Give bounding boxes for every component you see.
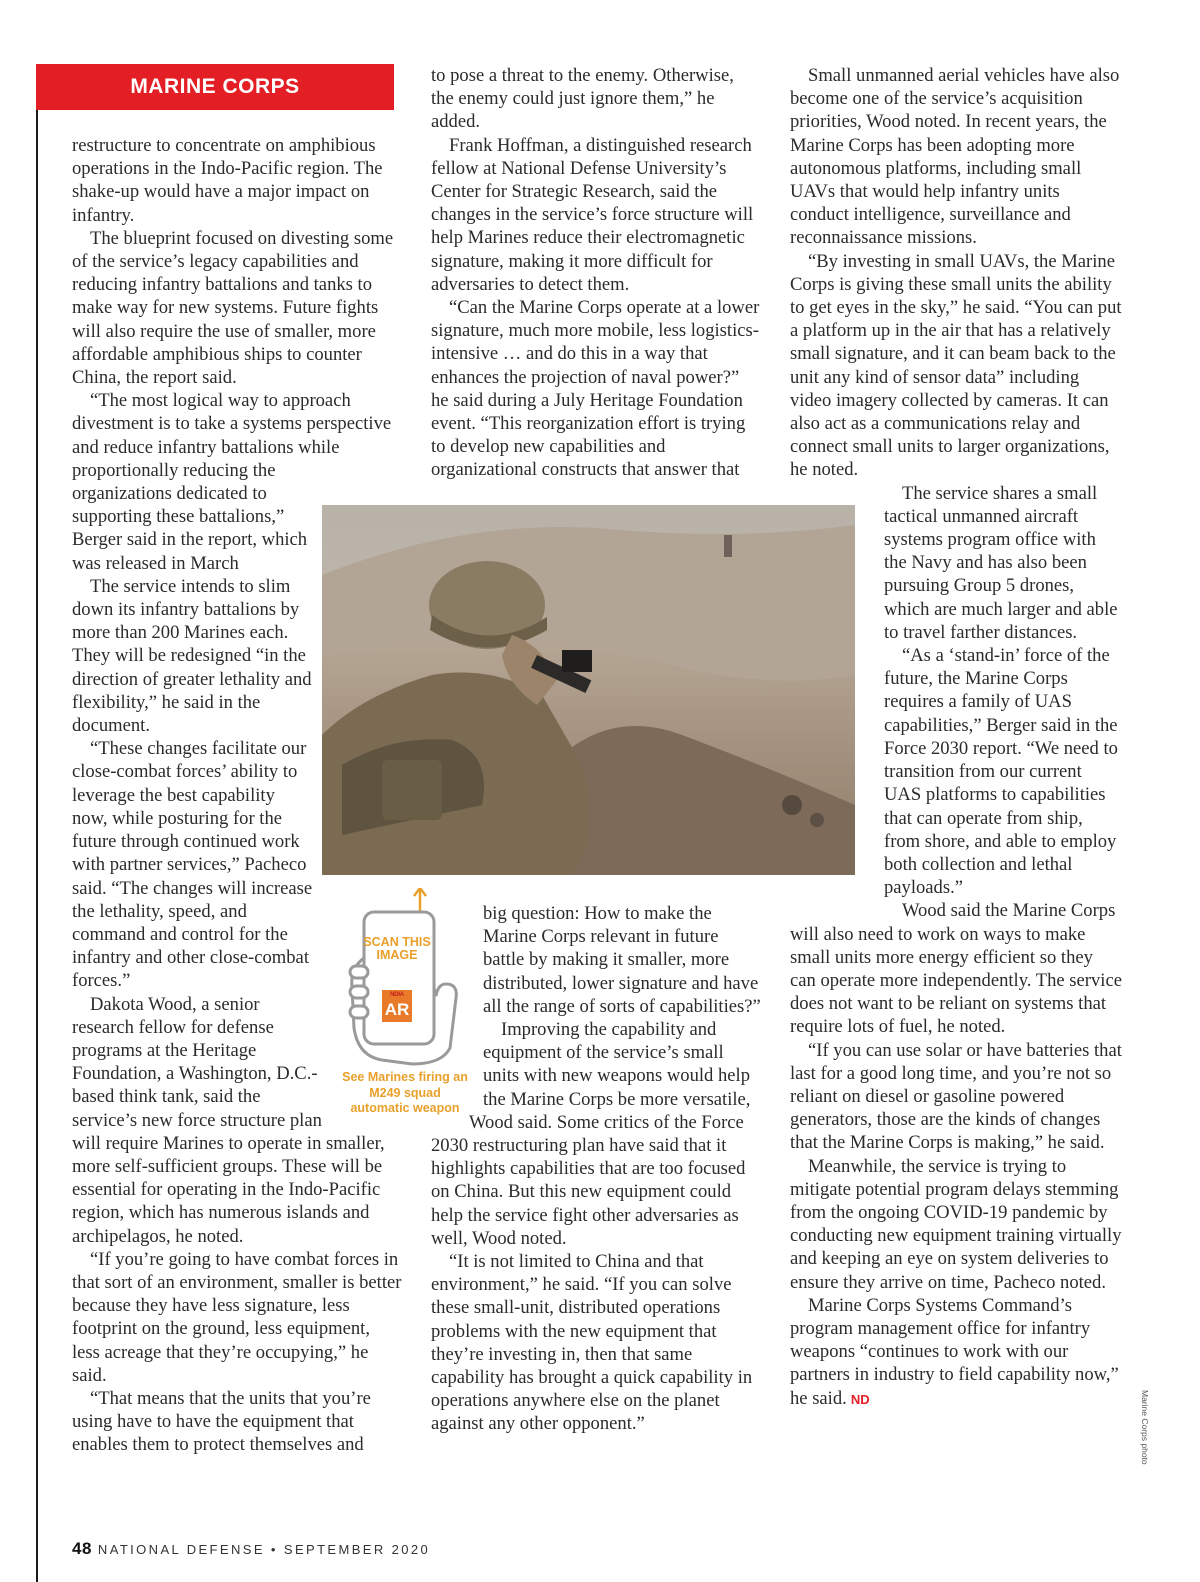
paragraph: Dakota Wood, a senior research fellow for defense programs at the Heritage Foundation, a Washington, D.C.-based think tank, said the service’s new force structure plan will require Marines to operate in smaller, more self-sufficient groups. These will be essential for operating in the Indo-Pacific region, which has numerous islands and archipelagos, he noted. [72,993,385,1247]
ar-logo: AR [384,1000,410,1019]
photo-credit [1140,1390,1162,1470]
page-number: 48 [72,1539,92,1558]
paragraph: “It is not limited to China and that environment,” he said. “If you can solve these small-unit, distributed operations problems with the new equipment that they’re investing in, then that same capability has brought a quick capability in operations anywhere else on the planet against any other opponent.” [431,1251,753,1435]
paragraph: Meanwhile, the service is trying to mitigate potential program delays stemming from the ongoing COVID-19 pandemic by conducting new equipment training virtually and keeping an eye on system deliveries to ensure they arrive on time, Pacheco noted. [790,1155,1122,1293]
paragraph: The service intends to slim down its infantry battalions by more than 200 Marines each. They will be redesigned “in the direction of greater lethality and flexibility,” he said in the document. [72,575,312,737]
phone-scan-icon [342,888,468,1068]
paragraph: “If you’re going to have combat forces in that sort of an environment, smaller is better because they have less signature, less footprint on the ground, less equipment, less acreage that they’re occupying,” he said. [72,1248,402,1386]
ar-caption: See Marines firing an M249 squad automatic weapon [342,1070,468,1115]
paragraph: “Can the Marine Corps operate at a lower signature, much more mobile, less logistics-intensive … and do this in a way that enhances the projection of naval power?” he said during a July Heritage Foundation event. “This reorganization effort is trying to develop new capabilities and organizational constructs that answer that big question: How to make the Marine Corps relevant in future battle by making it smaller, more distributed, lower signature and have all the range of sorts of capabilities?” [431,297,761,1017]
photo-credit-text: Marine Corps photo [1140,1390,1150,1465]
paragraph: “The most logical way to approach divestment is to take a systems perspective and reduce infantry battalions while proportionally reducing the organizations dedicated to supporting these battalions,” Berger said in the report, which was released in March [72,390,392,574]
marine-photo-art [322,505,855,875]
publication-line: NATIONAL DEFENSE • SEPTEMBER 2020 [97,1542,431,1557]
paragraph: Small unmanned aerial vehicles have also become one of the service’s acquisition priorities, Wood noted. In recent years, the Marine Corps has been adopting more autonomous platforms, including small UAVs that would help infantry units conduct intelligence, surveillance and reconnaissance missions. [790,65,1120,249]
paragraph: Frank Hoffman, a distinguished research fellow at National Defense University’s Center for Strategic Research, said the changes in the service’s force structure will help Marines reduce their electromagnetic signature, making it more difficult for adversaries to detect them. [431,134,754,295]
margin-rule [36,64,38,1582]
scan-label: SCAN THIS IMAGE [363,935,431,962]
ndia-logo-text: NDIA [390,992,404,998]
paragraph: restructure to concentrate on amphibious operations in the Indo-Pacific region. The shake-up would have a major impact on infantry. [72,135,383,226]
paragraph: Improving the capability and equipment of the service’s small units with new weapons would help the Marine Corps be more versatile, Wood said. Some critics of the Force 2030 restructuring plan have said that it highlights capabilities that are too focused on China. But this new equipment could help the service fight other adversaries as well, Wood noted. [431,1019,751,1249]
paragraph: “If you can use solar or have batteries that last for a good long time, and you’re not so reliant on diesel or gasoline powered generators, those are the kinds of changes that the Marine Corps is making,” he said. [790,1039,1122,1154]
end-mark: ND [850,1391,870,1407]
section-tag: MARINE CORPS [36,64,394,110]
paragraph: The service shares a small tactical unmanned aircraft systems program office with the Navy and has also been pursuing Group 5 drones, which are much larger and able to travel farther distances. [884,482,1118,643]
paragraph: to pose a threat to the enemy. Otherwise, the enemy could just ignore them,” he added. [431,65,734,133]
paragraph: Wood said the Marine Corps will also need to work on ways to make small units more energy efficient so they can operate more independently. The service does not want to be reliant on systems that require lots of fuel, he noted. [790,900,1122,1038]
ar-promo[interactable] [342,888,468,1158]
paragraph: Marine Corps Systems Command’s program management office for infantry weapons “continues to work with our partners in industry to field capability now,” he said. ND [790,1294,1119,1409]
page-footer [72,1539,430,1559]
paragraph: “By investing in small UAVs, the Marine Corps is giving these small units the ability to get eyes in the sky,” he said. “You can put a platform up in the air that has a relatively small signature, and it can beam back to the unit any kind of sensor data” including video imagery collected by cameras. It can also act as a communications relay and connect small units to larger organizations, he noted. [790,250,1122,481]
paragraph: “These changes facilitate our close-combat forces’ ability to leverage the best capability now, while posturing for the future through continued work with partner services,” Pacheco said. “The changes will increase the lethality, speed, and command and control for the infantry and other close-combat forces.” [72,738,313,992]
paragraph: The blueprint focused on divesting some of the service’s legacy capabilities and reducing infantry battalions and tanks to make way for new systems. Future fights will also require the use of smaller, more affordable amphibious ships to counter China, the report said. [72,227,394,389]
paragraph: “That means that the units that you’re using have to have the equipment that enables them to protect themselves and [72,1387,371,1456]
marine-photo [322,505,855,875]
paragraph: “As a ‘stand-in’ force of the future, the Marine Corps requires a family of UAS capabilities,” Berger said in the Force 2030 report. “We need to transition from our current UAS platforms to capabilities that can operate from ship, from shore, and able to employ both collection and lethal payloads.” [884,645,1118,899]
